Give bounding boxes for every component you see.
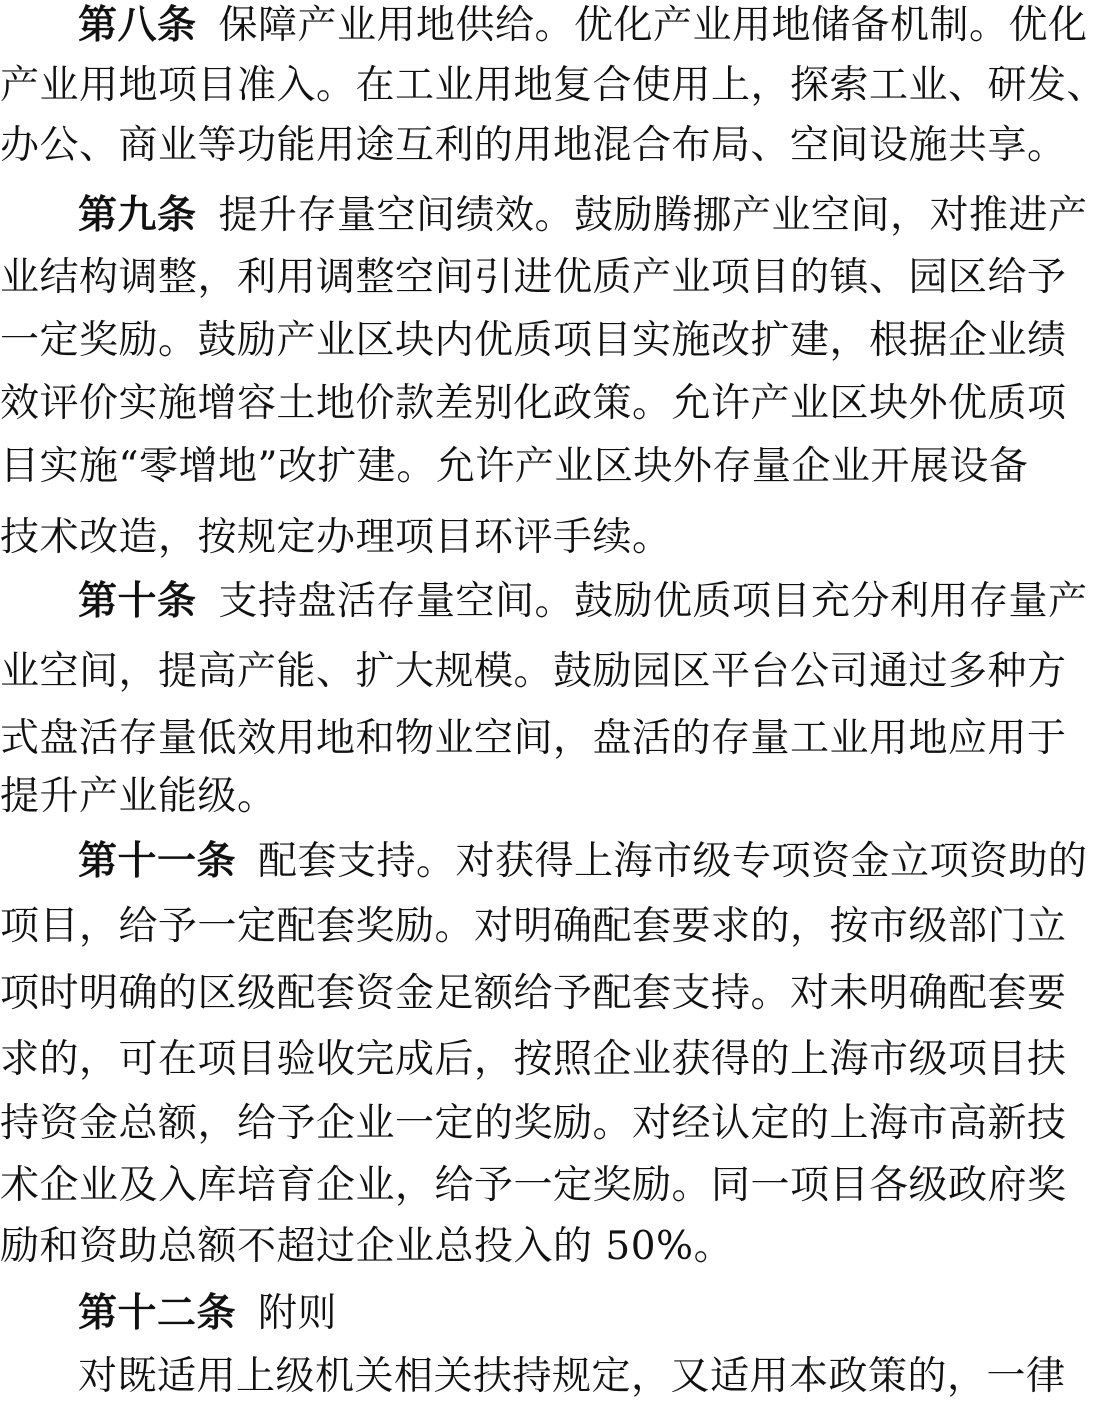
article-12-line-2: 对既适用上级机关相关扶持规定，又适用本政策的，一律 (78, 1354, 1066, 1399)
article-11-line-3: 项时明确的区级配套资金足额给予配套支持。对未明确配套要 (0, 971, 1067, 1016)
article-9-line-6: 技术改造，按规定办理项目环评手续。 (0, 515, 672, 560)
article-9-text-1: 提升存量空间绩效。鼓励腾挪产业空间，对推进产 (218, 193, 1088, 238)
article-10-line-4: 提升产业能级。 (0, 774, 277, 819)
article-8-line-1 (78, 0, 1088, 58)
article-8-line-2: 产业用地项目准入。在工业用地复合使用上，探索工业、研发、 (0, 63, 1106, 108)
article-10-text-1: 支持盘活存量空间。鼓励优质项目充分利用存量产 (218, 579, 1088, 624)
article-10-heading: 第十条 (78, 579, 197, 624)
article-10-line-1 (78, 570, 1088, 634)
article-11-line-7: 励和资助总额不超过企业总投入的 50%。 (0, 1224, 734, 1269)
article-11-line-6: 术企业及入库培育企业，给予一定奖励。同一项目各级政府奖 (0, 1163, 1067, 1208)
article-11-line-5: 持资金总额，给予企业一定的奖励。对经认定的上海市高新技 (0, 1101, 1067, 1146)
article-8-heading: 第八条 (78, 3, 197, 48)
article-11-line-1 (78, 830, 1088, 894)
article-9-line-1 (78, 184, 1088, 248)
article-10-line-3: 式盘活存量低效用地和物业空间，盘活的存量工业用地应用于 (0, 716, 1067, 761)
article-12-line-1 (78, 1282, 337, 1346)
article-11-text-1: 配套支持。对获得上海市级专项资金立项资助的 (258, 839, 1088, 884)
article-8-line-3: 办公、商业等功能用途互利的用地混合布局、空间设施共享。 (0, 123, 1067, 168)
article-8-text-1: 保障产业用地供给。优化产业用地储备机制。优化 (218, 3, 1088, 48)
article-9-line-2: 业结构调整，利用调整空间引进优质产业项目的镇、园区给予 (0, 255, 1067, 300)
article-12-text-1: 附则 (258, 1291, 338, 1336)
article-11-line-4: 求的，可在项目验收完成后，按照企业获得的上海市级项目扶 (0, 1037, 1067, 1082)
article-10-line-2: 业空间，提高产能、扩大规模。鼓励园区平台公司通过多种方 (0, 649, 1067, 694)
article-12-heading: 第十二条 (78, 1291, 237, 1336)
article-9-line-3: 一定奖励。鼓励产业区块内优质项目实施改扩建，根据企业绩 (0, 318, 1067, 363)
article-9-heading: 第九条 (78, 193, 197, 238)
article-9-line-4: 效评价实施增容土地价款差别化政策。允许产业区块外优质项 (0, 381, 1067, 426)
article-9-line-5: 目实施“零增地”改扩建。允许产业区块外存量企业开展设备 (0, 444, 1029, 489)
article-11-heading: 第十一条 (78, 839, 237, 884)
article-11-line-2: 项目，给予一定配套奖励。对明确配套要求的，按市级部门立 (0, 904, 1067, 949)
